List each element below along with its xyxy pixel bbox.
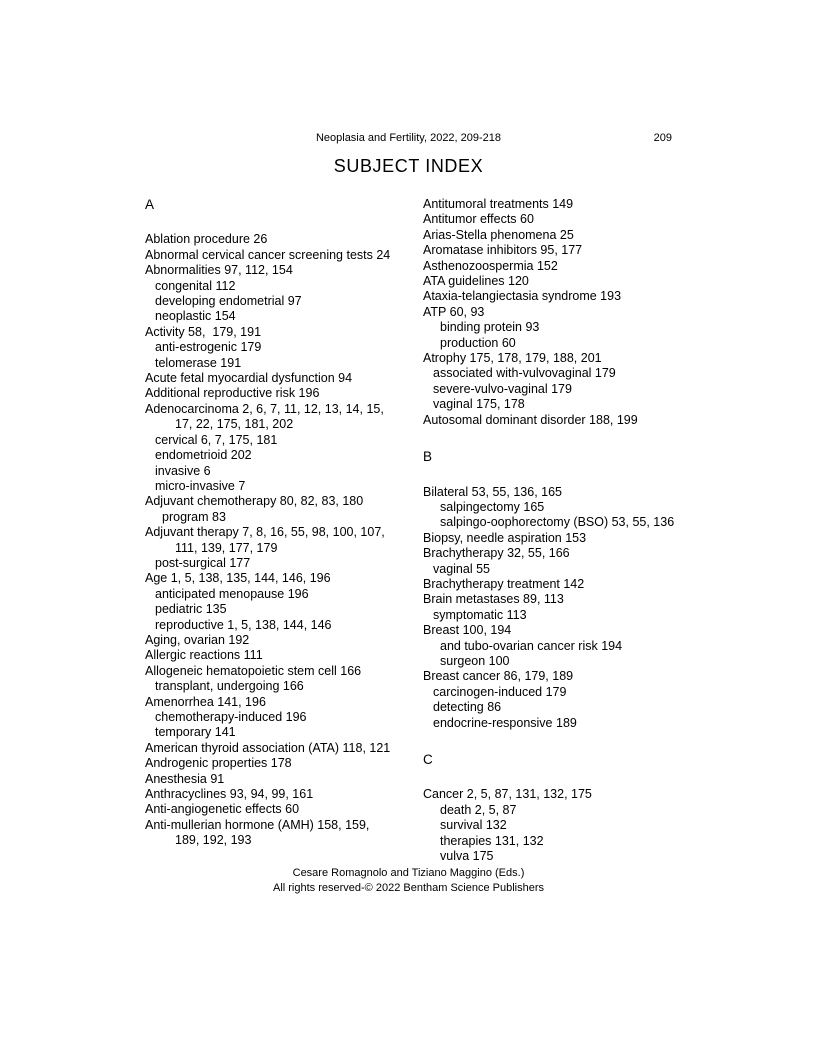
index-entry: invasive 6 — [155, 463, 211, 478]
index-entry: associated with-vulvovaginal 179 — [433, 366, 616, 381]
index-entry: Ataxia-telangiectasia syndrome 193 — [423, 289, 622, 304]
index-entry: chemotherapy-induced 196 — [155, 710, 307, 724]
page-title: SUBJECT INDEX — [333, 156, 484, 176]
index-entry: congenital 112 — [155, 278, 236, 293]
page-number: 209 — [653, 132, 672, 144]
page-footer — [145, 866, 672, 895]
index-entry: detecting 86 — [433, 700, 502, 715]
footer-copyright: All rights reserved-© 2022 Bentham Science Publishers — [272, 881, 544, 894]
index-entry: Breast cancer 86, 179, 189 — [423, 669, 574, 684]
index-entry: vaginal 55 — [433, 561, 490, 576]
index-entry: anti-estrogenic 179 — [155, 340, 262, 355]
index-entry: Breast 100, 194 — [423, 623, 512, 638]
index-entry: Asthenozoospermia 152 — [423, 258, 558, 273]
index-entry: and tubo-ovarian cancer risk 194 — [440, 638, 623, 653]
index-entry: Anti-mullerian hormone (AMH) 158, 159, — [145, 817, 370, 832]
index-entry: Additional reproductive risk 196 — [145, 386, 320, 401]
index-entry: temporary 141 — [155, 725, 236, 740]
index-entry: neoplastic 154 — [155, 309, 236, 324]
index-entry: pediatric 135 — [155, 602, 227, 617]
index-entry: Biopsy, needle aspiration 153 — [423, 530, 587, 545]
index-entry: Anti-angiogenetic effects 60 — [145, 802, 300, 817]
index-entry: Antitumor effects 60 — [423, 212, 534, 227]
index-entry: transplant, undergoing 166 — [155, 679, 304, 694]
index-entry: Anthracyclines 93, 94, 99, 161 — [145, 787, 314, 802]
index-entry: Adjuvant chemotherapy 80, 82, 83, 180 — [145, 494, 364, 509]
index-entry: vulva 175 — [440, 849, 494, 864]
index-entry: ATA guidelines 120 — [423, 274, 529, 289]
index-entry: vaginal 175, 178 — [433, 397, 525, 412]
index-entry: Aromatase inhibitors 95, 177 — [423, 243, 583, 258]
index-entry: Allergic reactions 111 — [145, 648, 263, 663]
index-entry: survival 132 — [440, 818, 507, 833]
index-column-left — [145, 197, 407, 864]
index-entry: Allogeneic hematopoietic stem cell 166 — [145, 663, 362, 678]
index-entry: surgeon 100 — [440, 653, 510, 668]
index-entry: Brachytherapy treatment 142 — [423, 576, 585, 591]
footer-editors: Cesare Romagnolo and Tiziano Maggino (Eds.) — [292, 867, 525, 879]
index-entry: Brachytherapy 32, 55, 166 — [423, 546, 570, 561]
index-entry: symptomatic 113 — [433, 607, 527, 622]
index-entry: American thyroid association (ATA) 118, 121 — [145, 740, 391, 755]
index-entry: Antitumoral treatments 149 — [423, 197, 574, 211]
index-entry: carcinogen-induced 179 — [433, 684, 567, 699]
index-entry: ATP 60, 93 — [423, 304, 485, 319]
index-entry: binding protein 93 — [440, 320, 540, 335]
index-column-right — [423, 197, 691, 864]
page-header — [145, 132, 672, 145]
index-entry: Atrophy 175, 178, 179, 188, 201 — [423, 351, 602, 366]
index-entry: Autosomal dominant disorder 188, 199 — [423, 412, 638, 427]
section-heading-b: B — [423, 449, 433, 465]
index-entry: Anesthesia 91 — [145, 771, 225, 786]
index-entry: cervical 6, 7, 175, 181 — [155, 432, 278, 447]
index-entry: Aging, ovarian 192 — [145, 632, 250, 647]
index-entry: salpingectomy 165 — [440, 499, 545, 514]
index-entry: telomerase 191 — [155, 355, 242, 370]
index-entry: Bilateral 53, 55, 136, 165 — [423, 484, 562, 499]
index-entry: program 83 — [162, 509, 226, 524]
index-entry: anticipated menopause 196 — [155, 586, 309, 601]
index-entry: Acute fetal myocardial dysfunction 94 — [145, 371, 353, 386]
index-entry: Brain metastases 89, 113 — [423, 592, 564, 607]
index-entry: Abnormal cervical cancer screening tests 24 — [145, 247, 391, 262]
section-heading-a: A — [145, 197, 155, 212]
index-entry: Arias-Stella phenomena 25 — [423, 227, 574, 242]
index-entry: endocrine-responsive 189 — [433, 715, 577, 730]
index-entry: production 60 — [440, 335, 516, 350]
index-entry: 17, 22, 175, 181, 202 — [175, 417, 294, 432]
index-entry: death 2, 5, 87 — [440, 802, 517, 817]
index-entry: reproductive 1, 5, 138, 144, 146 — [155, 617, 332, 632]
index-entry: therapies 131, 132 — [440, 833, 544, 848]
index-entry: developing endometrial 97 — [155, 294, 302, 309]
journal-citation: Neoplasia and Fertility, 2022, 209-218 — [315, 132, 502, 144]
index-entry: Ablation procedure 26 — [145, 232, 268, 247]
section-heading-c: C — [423, 752, 433, 767]
index-entry: micro-invasive 7 — [155, 478, 246, 493]
index-entry: Adjuvant therapy 7, 8, 16, 55, 98, 100, 107, — [145, 525, 385, 540]
index-entry: Androgenic properties 178 — [145, 756, 292, 771]
index-entry: 189, 192, 193 — [175, 833, 252, 848]
index-entry: salpingo-oophorectomy (BSO) 53, 55, 136 — [440, 515, 675, 530]
index-entry: endometrioid 202 — [155, 448, 252, 463]
index-entry: Age 1, 5, 138, 135, 144, 146, 196 — [145, 571, 331, 586]
index-entry: Activity 58, 179, 191 — [145, 324, 262, 339]
index-entry: 111, 139, 177, 179 — [175, 540, 278, 555]
index-entry: post-surgical 177 — [155, 555, 251, 570]
index-entry: Abnormalities 97, 112, 154 — [145, 263, 293, 278]
index-columns — [145, 197, 691, 864]
index-entry: Cancer 2, 5, 87, 131, 132, 175 — [423, 787, 592, 802]
index-entry: Amenorrhea 141, 196 — [145, 694, 266, 709]
index-entry: severe-vulvo-vaginal 179 — [433, 381, 572, 396]
index-entry: Adenocarcinoma 2, 6, 7, 11, 12, 13, 14, 15, — [145, 401, 384, 416]
